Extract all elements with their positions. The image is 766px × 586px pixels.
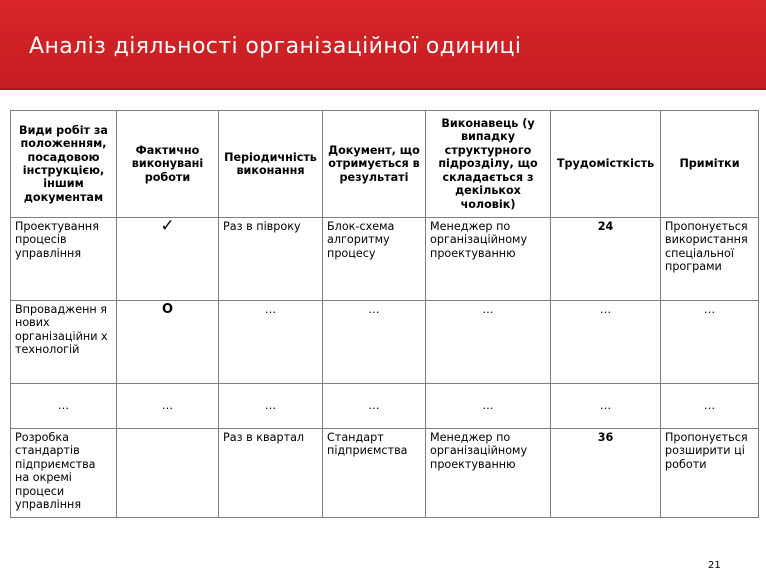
activity-analysis-table — [10, 110, 759, 518]
header-actual-works: Фактично виконувані роботи — [117, 111, 219, 218]
table-row — [11, 429, 759, 518]
slide-title: Аналіз діяльності організаційної одиниці — [29, 34, 522, 59]
cell-document: Блок-схема алгоритму процесу — [323, 218, 426, 301]
cell-work-type: … — [11, 384, 117, 429]
cell-executor: Менеджер по організаційному проектуванню — [426, 429, 551, 518]
cell-executor: Менеджер по організаційному проектуванню — [426, 218, 551, 301]
cell-executor: … — [426, 384, 551, 429]
table-row — [11, 384, 759, 429]
header-periodicity: Періодичність виконання — [219, 111, 323, 218]
header-executor: Виконавець (у випадку структурного підрозділу, що складається з декількох чоловік) — [426, 111, 551, 218]
header-document: Документ, що отримується в результаті — [323, 111, 426, 218]
cell-periodicity: Раз в півроку — [219, 218, 323, 301]
cell-labor-intensity: … — [551, 301, 661, 384]
cell-document: … — [323, 384, 426, 429]
cell-actual-work: … — [117, 384, 219, 429]
cell-notes: Пропонується розширити ці роботи — [661, 429, 759, 518]
page-number: 21 — [708, 560, 721, 571]
header-labor-intensity: Трудомісткість — [551, 111, 661, 218]
check-mark-icon: ✓ — [117, 218, 219, 301]
cell-executor: … — [426, 301, 551, 384]
title-banner — [0, 0, 766, 90]
table-row — [11, 301, 759, 384]
cell-work-type: Проектування процесів управління — [11, 218, 117, 301]
cell-work-type: Розробка стандартів підприємства на окремі процеси управління — [11, 429, 117, 518]
header-notes: Примітки — [661, 111, 759, 218]
circle-mark-icon: O — [117, 301, 219, 384]
cell-actual-work — [117, 429, 219, 518]
cell-periodicity: Раз в квартал — [219, 429, 323, 518]
table-row — [11, 218, 759, 301]
cell-work-type: Впровадженн я нових організаційни х технологій — [11, 301, 117, 384]
cell-notes: … — [661, 301, 759, 384]
cell-document: … — [323, 301, 426, 384]
cell-notes: Пропонується використання спеціальної програми — [661, 218, 759, 301]
table-header-row — [11, 111, 759, 218]
cell-periodicity: … — [219, 301, 323, 384]
cell-labor-intensity: 24 — [551, 218, 661, 301]
cell-document: Стандарт підприємства — [323, 429, 426, 518]
cell-periodicity: … — [219, 384, 323, 429]
header-work-types: Види робіт за положенням, посадовою інструкцією, іншим документам — [11, 111, 117, 218]
cell-labor-intensity: … — [551, 384, 661, 429]
cell-notes: … — [661, 384, 759, 429]
cell-labor-intensity: 36 — [551, 429, 661, 518]
